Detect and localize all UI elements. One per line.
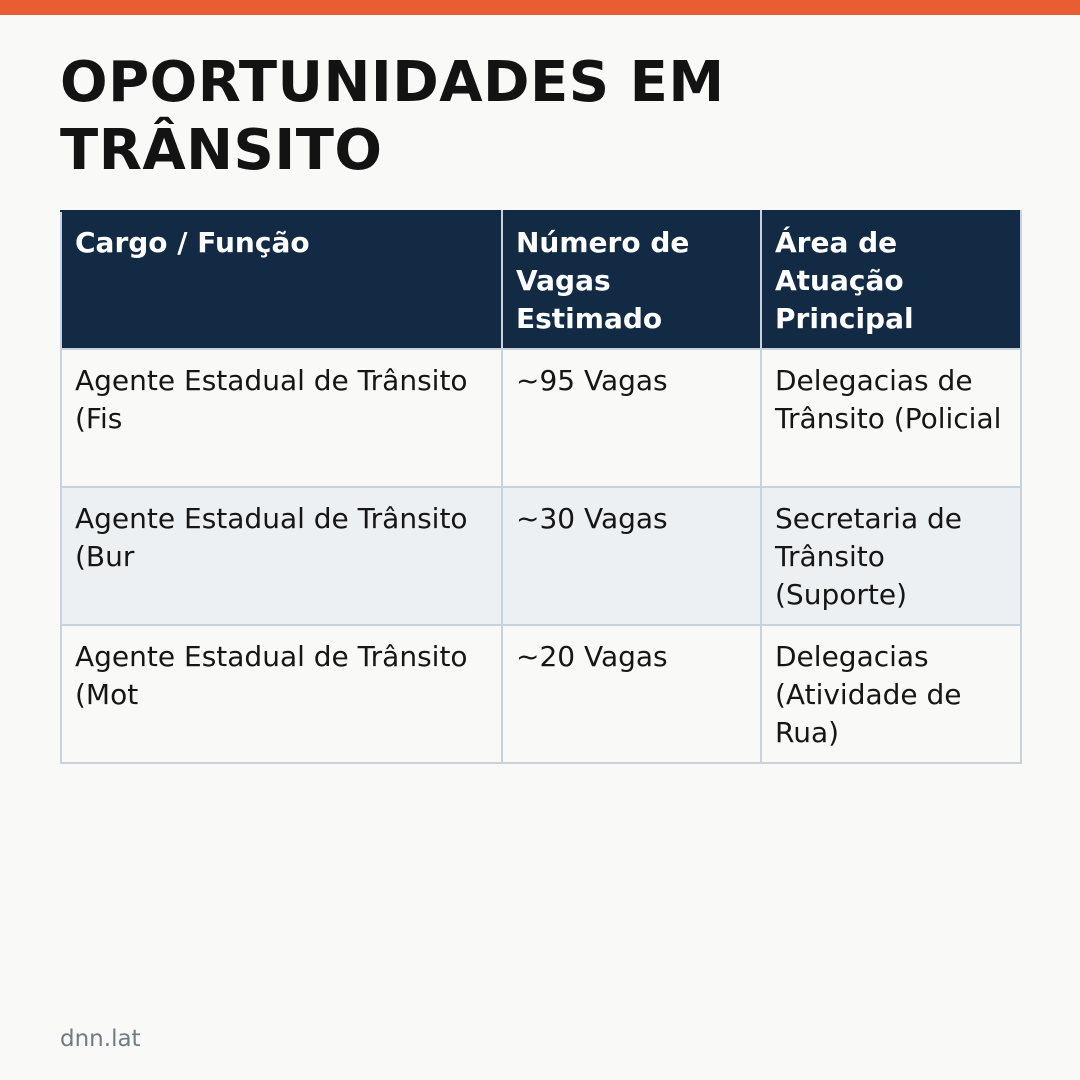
table-header-row bbox=[61, 211, 1021, 349]
column-header-cargo: Cargo / Função bbox=[61, 211, 502, 349]
cell-cargo: Agente Estadual de Trânsito (Mot bbox=[61, 625, 502, 763]
cell-vagas: ~95 Vagas bbox=[502, 349, 761, 487]
cell-cargo: Agente Estadual de Trânsito (Fis bbox=[61, 349, 502, 487]
column-header-area: Área de Atuação Principal bbox=[761, 211, 1021, 349]
column-header-vagas: Número de Vagas Estimado bbox=[502, 211, 761, 349]
table-header bbox=[61, 211, 1021, 349]
table-row bbox=[61, 487, 1021, 625]
cell-vagas: ~30 Vagas bbox=[502, 487, 761, 625]
footer-source-label: dnn.lat bbox=[60, 1026, 141, 1052]
opportunities-table-container bbox=[60, 210, 1020, 764]
table-row bbox=[61, 349, 1021, 487]
cell-area: Delegacias (Atividade de Rua) bbox=[761, 625, 1021, 763]
cell-vagas: ~20 Vagas bbox=[502, 625, 761, 763]
table-row bbox=[61, 625, 1021, 763]
opportunities-table bbox=[60, 210, 1022, 764]
top-accent-bar bbox=[0, 0, 1080, 15]
page-title: OPORTUNIDADES EM TRÂNSITO bbox=[60, 50, 725, 183]
cell-cargo: Agente Estadual de Trânsito (Bur bbox=[61, 487, 502, 625]
cell-area: Secretaria de Trânsito (Suporte) bbox=[761, 487, 1021, 625]
cell-area: Delegacias de Trânsito (Policial bbox=[761, 349, 1021, 487]
table-body bbox=[61, 349, 1021, 763]
